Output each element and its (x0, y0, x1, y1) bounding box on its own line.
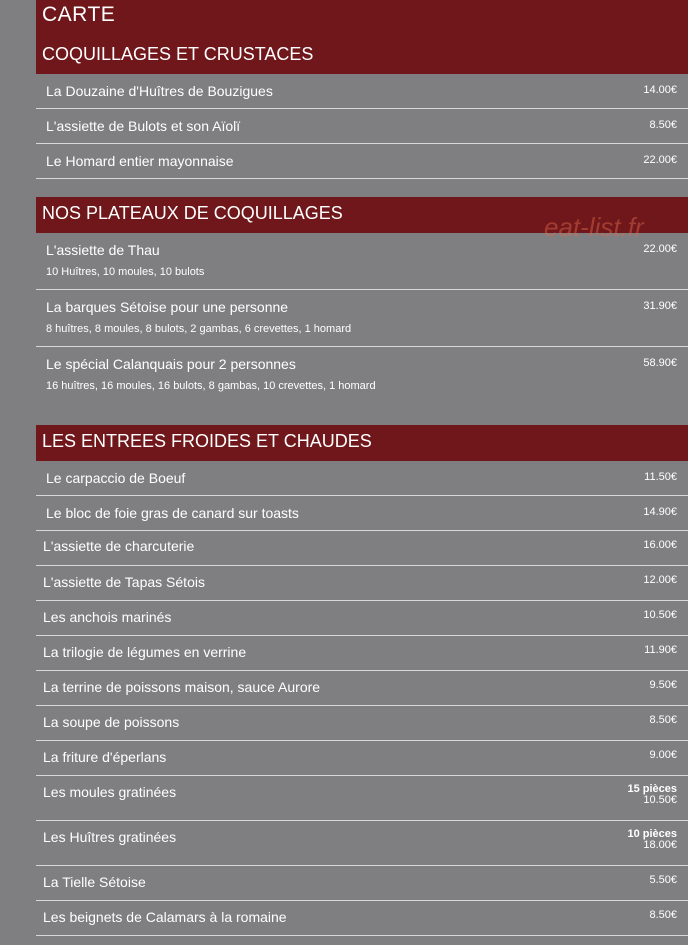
item-price: 8.50€ (649, 909, 677, 921)
item-name: Le spécial Calanquais pour 2 personnes (46, 356, 296, 372)
menu-item (36, 901, 688, 936)
menu-page (36, 0, 688, 936)
section-title: COQUILLAGES ET CRUSTACES (42, 44, 314, 64)
menu-item (36, 741, 688, 776)
section-header-entrees (36, 425, 688, 461)
item-name: L'assiette de Bulots et son Aïolï (46, 118, 241, 134)
menu-item (36, 74, 688, 109)
item-name: Le bloc de foie gras de canard sur toasts (46, 505, 299, 521)
item-description: 16 huîtres, 16 moules, 16 bulots, 8 gambas, 10 crevettes, 1 homard (46, 380, 376, 392)
item-name: La terrine de poissons maison, sauce Aurore (43, 679, 321, 695)
item-name: Les Huîtres gratinées (43, 829, 177, 845)
item-name: La friture d'éperlans (43, 749, 167, 765)
item-price: 14.00€ (643, 84, 677, 96)
item-price: 14.90€ (643, 506, 677, 518)
item-price (627, 784, 677, 806)
item-name: La Douzaine d'Huîtres de Bouzigues (46, 83, 273, 99)
item-name: La soupe de poissons (43, 714, 180, 730)
menu-item (36, 706, 688, 741)
item-name: L'assiette de Thau (46, 242, 160, 258)
item-name: La barques Sétoise pour une personne (46, 299, 289, 315)
menu-item (36, 290, 688, 347)
item-price: 22.00€ (643, 154, 677, 166)
item-price: 9.50€ (649, 679, 677, 691)
item-price: 11.90€ (644, 644, 677, 656)
section-title: NOS PLATEAUX DE COQUILLAGES (42, 203, 343, 223)
item-name: Les anchois marinés (43, 609, 172, 625)
menu-title-bar (36, 0, 688, 38)
item-description: 8 huîtres, 8 moules, 8 bulots, 2 gambas, 6 crevettes, 1 homard (46, 323, 352, 335)
menu-item (36, 461, 688, 496)
menu-item (36, 821, 688, 866)
watermark-text: eat-list.fr (544, 212, 644, 242)
item-amount: 10.50€ (643, 794, 677, 806)
item-price: 31.90€ (643, 300, 677, 312)
item-name: Les moules gratinées (43, 784, 177, 800)
item-amount: 18.00€ (643, 839, 677, 851)
section-header-coquillages (36, 38, 688, 74)
item-name: Le carpaccio de Boeuf (46, 470, 186, 486)
menu-item (36, 496, 688, 531)
item-name: Le Homard entier mayonnaise (46, 153, 234, 169)
menu-item (36, 601, 688, 636)
menu-title: CARTE (42, 3, 116, 26)
item-price: 9.00€ (649, 749, 677, 761)
item-name: La trilogie de légumes en verrine (43, 644, 247, 660)
item-price: 12.00€ (643, 574, 677, 586)
item-price: 10.50€ (643, 609, 677, 621)
item-price: 11.50€ (644, 471, 677, 483)
menu-item (36, 866, 688, 901)
menu-item (36, 531, 688, 566)
item-name: Les beignets de Calamars à la romaine (43, 909, 287, 925)
item-price: 22.00€ (643, 243, 677, 255)
item-name: L'assiette de charcuterie (43, 538, 195, 554)
item-quantity: 10 pièces (627, 828, 677, 840)
item-name: La Tielle Sétoise (43, 874, 146, 890)
menu-item (36, 347, 688, 405)
item-price: 8.50€ (649, 119, 677, 131)
item-price: 58.90€ (643, 357, 677, 369)
item-quantity: 15 pièces (627, 783, 677, 795)
menu-item (36, 144, 688, 179)
item-price: 5.50€ (649, 874, 677, 886)
item-description: 10 Huîtres, 10 moules, 10 bulots (46, 266, 205, 278)
menu-item (36, 109, 688, 144)
item-price (627, 829, 677, 851)
section-title: LES ENTREES FROIDES ET CHAUDES (42, 431, 372, 451)
item-price: 8.50€ (649, 714, 677, 726)
item-price: 16.00€ (643, 539, 677, 551)
menu-item (36, 776, 688, 821)
menu-item (36, 636, 688, 671)
menu-item (36, 566, 688, 601)
item-name: L'assiette de Tapas Sétois (43, 574, 205, 590)
menu-item (36, 671, 688, 706)
